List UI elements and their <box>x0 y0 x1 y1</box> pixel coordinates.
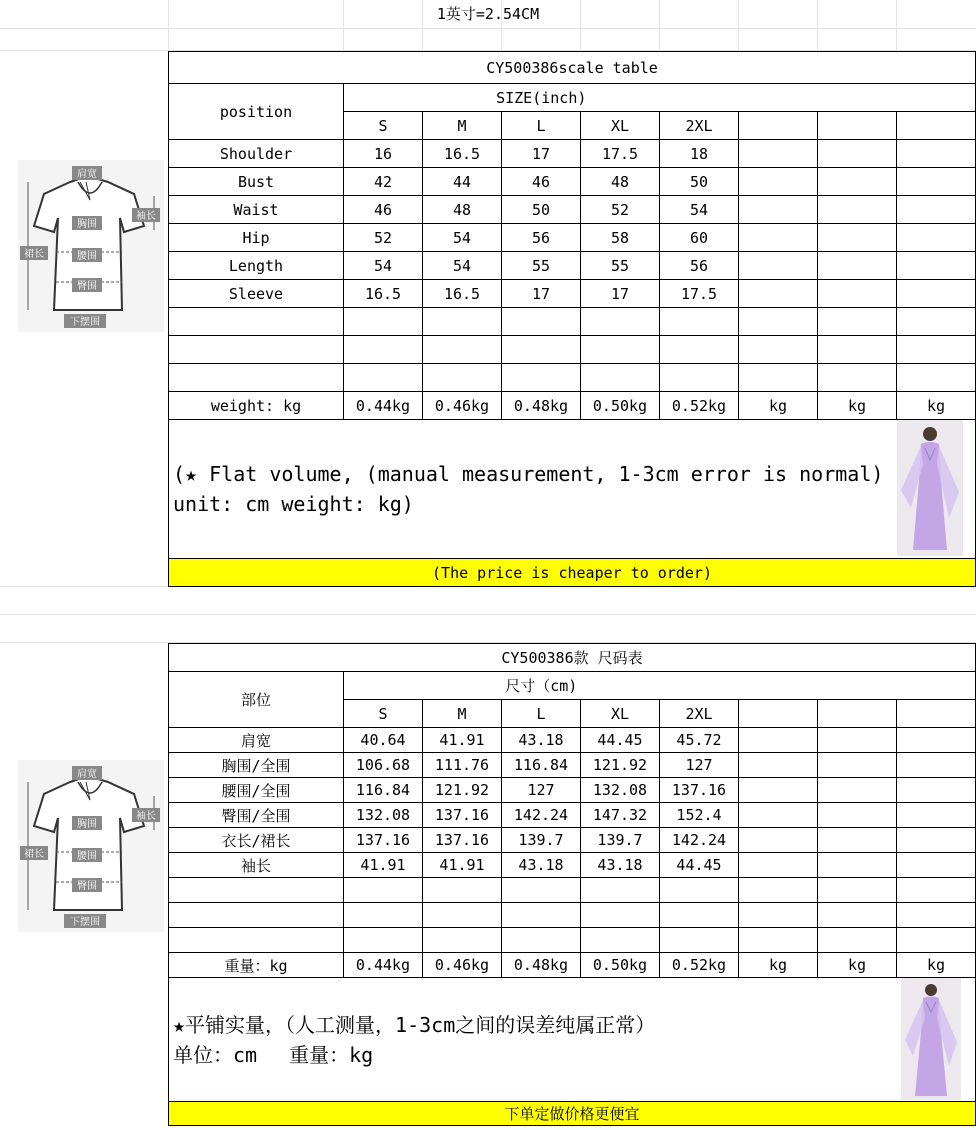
cell: 44.45 <box>581 728 660 753</box>
cell: 17.5 <box>581 140 660 168</box>
table-row <box>169 828 976 853</box>
size-col-xl: XL <box>581 112 660 140</box>
size-col-s: S <box>344 112 423 140</box>
weight-cell: 0.52kg <box>660 392 739 420</box>
table-row <box>169 753 976 778</box>
weight-cell: kg <box>739 953 818 978</box>
table-row <box>169 196 976 224</box>
position-header: position <box>169 84 344 140</box>
cell: 106.68 <box>344 753 423 778</box>
cm-size-table <box>168 643 976 1126</box>
weight-cell: 0.50kg <box>581 392 660 420</box>
cell: 60 <box>660 224 739 252</box>
position-header: 部位 <box>169 672 344 728</box>
weight-cell: kg <box>818 392 897 420</box>
row-label: Shoulder <box>169 140 344 168</box>
cell: 52 <box>581 196 660 224</box>
measurement-note-line-1: ★平铺实量，（人工测量，1-3cm之间的误差纯属正常） <box>173 1012 656 1037</box>
cell: 121.92 <box>423 778 502 803</box>
cell: 41.91 <box>344 853 423 878</box>
weight-cell: kg <box>897 953 976 978</box>
size-col-l: L <box>502 700 581 728</box>
cell: 44 <box>423 168 502 196</box>
table-row <box>169 728 976 753</box>
weight-cell: 0.46kg <box>423 392 502 420</box>
product-photo-cell <box>897 978 976 1102</box>
diagram-label-shoulder: 肩宽 <box>77 769 97 780</box>
diagram-label-hip: 臀围 <box>77 881 97 892</box>
cell: 46 <box>344 196 423 224</box>
cell: 18 <box>660 140 739 168</box>
weight-cell: 0.52kg <box>660 953 739 978</box>
diagram-label-hem: 下摆围 <box>70 917 100 928</box>
table-row <box>169 803 976 828</box>
cell: 17 <box>502 280 581 308</box>
size-col-2xl: 2XL <box>660 700 739 728</box>
cell: 54 <box>423 224 502 252</box>
weight-label: weight: kg <box>169 392 344 420</box>
product-photo-cell <box>897 420 976 559</box>
cell: 137.16 <box>423 828 502 853</box>
cell: 54 <box>344 252 423 280</box>
cell: 137.16 <box>660 778 739 803</box>
table-row <box>169 224 976 252</box>
inch-size-table <box>168 51 976 587</box>
cell: 127 <box>660 753 739 778</box>
cell: 152.4 <box>660 803 739 828</box>
cell: 142.24 <box>660 828 739 853</box>
cell: 56 <box>660 252 739 280</box>
measurement-note: (★ Flat volume, (manual measurement, 1-3cm error is normal) unit: cm weight: kg) <box>169 420 897 559</box>
weight-cell: kg <box>818 953 897 978</box>
cell: 50 <box>660 168 739 196</box>
weight-label: 重量：kg <box>169 953 344 978</box>
table-title: CY500386scale table <box>169 52 976 84</box>
cell: 42 <box>344 168 423 196</box>
size-header: SIZE(inch) <box>344 84 739 112</box>
cell: 43.18 <box>502 728 581 753</box>
cell: 116.84 <box>344 778 423 803</box>
diagram-label-bust: 胸围 <box>77 819 97 830</box>
cell: 16.5 <box>423 140 502 168</box>
size-col-m: M <box>423 700 502 728</box>
weight-cell: 0.46kg <box>423 953 502 978</box>
table-row <box>169 853 976 878</box>
size-col-m: M <box>423 112 502 140</box>
weight-row <box>169 953 976 978</box>
cell: 46 <box>502 168 581 196</box>
diagram-label-shoulder: 肩宽 <box>77 169 97 180</box>
cell: 40.64 <box>344 728 423 753</box>
cell: 52 <box>344 224 423 252</box>
row-label: 腰围/全围 <box>169 778 344 803</box>
cell: 16.5 <box>344 280 423 308</box>
row-label: 衣长/裙长 <box>169 828 344 853</box>
weight-cell: 0.44kg <box>344 953 423 978</box>
cell: 48 <box>581 168 660 196</box>
row-label: 肩宽 <box>169 728 344 753</box>
weight-row <box>169 392 976 420</box>
row-label: Sleeve <box>169 280 344 308</box>
cell: 132.08 <box>344 803 423 828</box>
cell: 142.24 <box>502 803 581 828</box>
cell: 121.92 <box>581 753 660 778</box>
cell: 58 <box>581 224 660 252</box>
diagram-label-skirt-length: 裙长 <box>24 249 44 260</box>
cell: 137.16 <box>344 828 423 853</box>
cell: 45.72 <box>660 728 739 753</box>
diagram-label-bust: 胸围 <box>77 219 97 230</box>
cell: 55 <box>581 252 660 280</box>
diagram-label-sleeve: 袖长 <box>136 811 156 822</box>
diagram-label-hem: 下摆围 <box>70 317 100 328</box>
cell: 16.5 <box>423 280 502 308</box>
price-banner: (The price is cheaper to order) <box>169 559 976 587</box>
cell: 54 <box>660 196 739 224</box>
cell: 111.76 <box>423 753 502 778</box>
cell: 17 <box>502 140 581 168</box>
size-header: 尺寸（cm) <box>344 672 739 700</box>
cell: 127 <box>502 778 581 803</box>
measurement-note <box>169 978 897 1102</box>
cell: 147.32 <box>581 803 660 828</box>
cell: 43.18 <box>581 853 660 878</box>
cell: 137.16 <box>423 803 502 828</box>
weight-cell: 0.48kg <box>502 392 581 420</box>
measurement-note-line-2: 单位：cm 重量：kg <box>173 1042 374 1067</box>
row-label: 臀围/全围 <box>169 803 344 828</box>
cell: 17.5 <box>660 280 739 308</box>
row-label: Bust <box>169 168 344 196</box>
cell: 48 <box>423 196 502 224</box>
weight-cell: 0.50kg <box>581 953 660 978</box>
price-banner: 下单定做价格更便宜 <box>169 1102 976 1126</box>
cell: 44.45 <box>660 853 739 878</box>
cell: 116.84 <box>502 753 581 778</box>
row-label: 袖长 <box>169 853 344 878</box>
diagram-label-waist: 腰围 <box>77 851 97 862</box>
weight-cell: kg <box>739 392 818 420</box>
size-col-xl: XL <box>581 700 660 728</box>
weight-cell: kg <box>897 392 976 420</box>
cell: 50 <box>502 196 581 224</box>
product-photo <box>897 978 976 1102</box>
weight-cell: 0.44kg <box>344 392 423 420</box>
size-col-s: S <box>344 700 423 728</box>
cell: 43.18 <box>502 853 581 878</box>
row-label: 胸围/全围 <box>169 753 344 778</box>
cell: 56 <box>502 224 581 252</box>
cell: 139.7 <box>581 828 660 853</box>
cell: 139.7 <box>502 828 581 853</box>
weight-cell: 0.48kg <box>502 953 581 978</box>
size-col-l: L <box>502 112 581 140</box>
row-label: Length <box>169 252 344 280</box>
diagram-label-hip: 臀围 <box>77 281 97 292</box>
table-row <box>169 280 976 308</box>
cell: 41.91 <box>423 853 502 878</box>
diagram-label-skirt-length: 裙长 <box>24 849 44 860</box>
row-label: Hip <box>169 224 344 252</box>
cell: 41.91 <box>423 728 502 753</box>
cell: 16 <box>344 140 423 168</box>
row-label: Waist <box>169 196 344 224</box>
table-row <box>169 252 976 280</box>
cell: 55 <box>502 252 581 280</box>
dress-measurement-diagram-bottom <box>18 760 164 932</box>
table-row <box>169 168 976 196</box>
diagram-label-waist: 腰围 <box>77 251 97 262</box>
product-photo <box>897 420 976 559</box>
diagram-label-sleeve: 袖长 <box>136 211 156 222</box>
size-col-2xl: 2XL <box>660 112 739 140</box>
cell: 132.08 <box>581 778 660 803</box>
table-title: CY500386款 尺码表 <box>169 644 976 672</box>
table-row <box>169 778 976 803</box>
table-row <box>169 140 976 168</box>
cell: 17 <box>581 280 660 308</box>
conversion-note: 1英寸=2.54CM <box>436 5 540 23</box>
dress-measurement-diagram-top <box>18 160 164 332</box>
cell: 54 <box>423 252 502 280</box>
